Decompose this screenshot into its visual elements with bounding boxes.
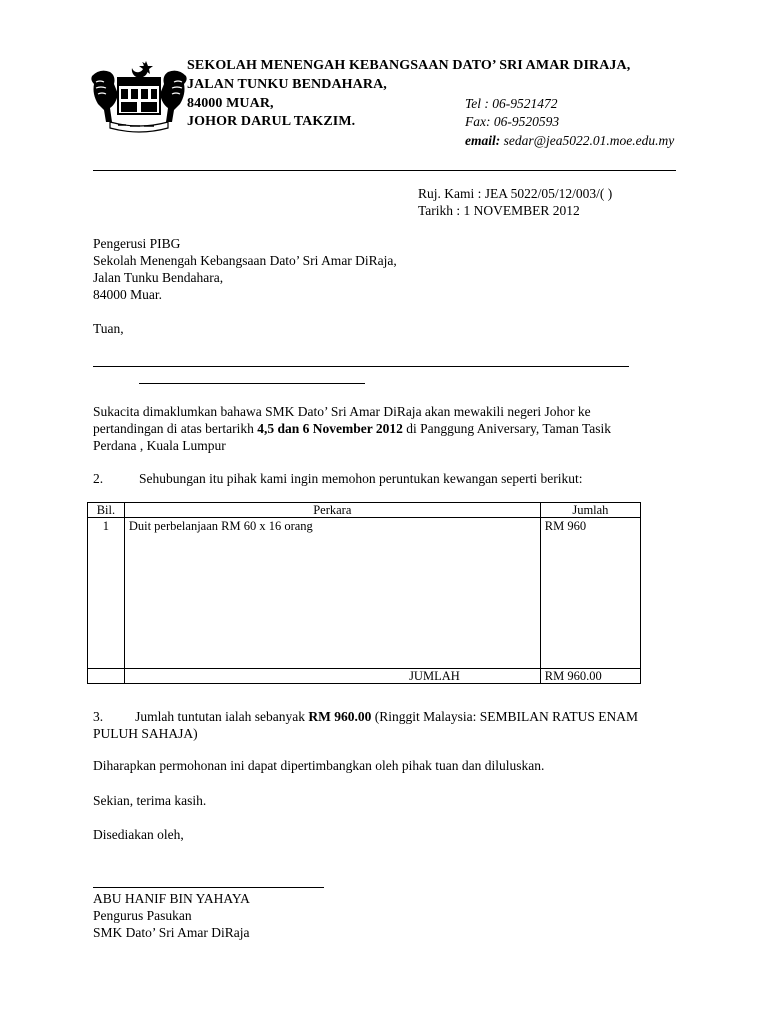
- recipient-postcode: 84000 Muar.: [93, 287, 162, 302]
- table-row: [88, 518, 641, 669]
- event-dates: 4,5 dan 6 November 2012: [257, 421, 403, 436]
- fax-number: Fax: 06-9520593: [465, 114, 560, 129]
- paragraph-3-number: 3.: [93, 709, 104, 724]
- subject-line-2: [139, 383, 365, 384]
- email-line: [465, 133, 674, 149]
- paragraph-1: Sukacita dimaklumkan bahawa SMK Dato’ Sri Amar DiRaja akan mewakili negeri Johor ke pertandingan di atas bertarikh 4,5 dan 6 November 2012 di Panggung Aniversary, Taman Tasik Perdana , Kuala Lumpur: [93, 404, 612, 453]
- tel-number: Tel : 06-9521472: [465, 96, 558, 111]
- letter-date: Tarikh : 1 NOVEMBER 2012: [418, 203, 580, 218]
- school-postcode: 84000 MUAR,: [187, 96, 274, 111]
- total-label: JUMLAH: [124, 669, 540, 684]
- salutation: Tuan,: [93, 321, 124, 336]
- header-perkara: Perkara: [124, 503, 540, 518]
- claim-amount: RM 960.00: [308, 709, 372, 724]
- recipient-street: Jalan Tunku Bendahara,: [93, 270, 224, 285]
- subject-line-1: [93, 366, 629, 367]
- closing-request: Diharapkan permohonan ini dapat dipertimbangkan oleh pihak tuan dan diluluskan.: [93, 758, 545, 773]
- header-bil: Bil.: [88, 503, 125, 518]
- coat-of-arms-icon: [88, 58, 190, 136]
- recipient-school: Sekolah Menengah Kebangsaan Dato’ Sri Amar DiRaja,: [93, 253, 397, 268]
- closing-thanks: Sekian, terima kasih.: [93, 793, 207, 808]
- school-street: JALAN TUNKU BENDAHARA,: [187, 77, 387, 92]
- paragraph-3: 3. Jumlah tuntutan ialah sebanyak RM 960.00 (Ringgit Malaysia: SEMBILAN RATUS ENAM PULUH SAHAJA): [93, 709, 638, 741]
- paragraph-2-text: Sehubungan itu pihak kami ingin memohon peruntukan kewangan seperti berikut:: [139, 471, 583, 486]
- email-label: email:: [465, 133, 501, 148]
- paragraph-2-number: 2.: [93, 471, 104, 486]
- expense-table: [87, 502, 641, 684]
- signatory-name: ABU HANIF BIN YAHAYA: [93, 891, 250, 906]
- total-value: RM 960.00: [540, 669, 640, 684]
- header-jumlah: Jumlah: [540, 503, 640, 518]
- signatory-title: Pengurus Pasukan: [93, 908, 192, 923]
- prepared-by-label: Disediakan oleh,: [93, 827, 184, 842]
- table-header-row: [88, 503, 641, 518]
- header-divider: [93, 170, 676, 171]
- reference-number: Ruj. Kami : JEA 5022/05/12/003/( ): [418, 186, 613, 201]
- school-name: SEKOLAH MENENGAH KEBANGSAAN DATO’ SRI AMAR DIRAJA,: [187, 58, 631, 73]
- row-perkara: Duit perbelanjaan RM 60 x 16 orang: [124, 518, 540, 669]
- signature-line: [93, 887, 324, 888]
- row-bil: 1: [88, 518, 125, 669]
- email-address: sedar@jea5022.01.moe.edu.my: [503, 133, 675, 148]
- school-state: JOHOR DARUL TAKZIM.: [187, 114, 356, 129]
- recipient-title: Pengerusi PIBG: [93, 236, 181, 251]
- row-jumlah: RM 960: [540, 518, 640, 669]
- signatory-org: SMK Dato’ Sri Amar DiRaja: [93, 925, 250, 940]
- table-total-row: [88, 669, 641, 684]
